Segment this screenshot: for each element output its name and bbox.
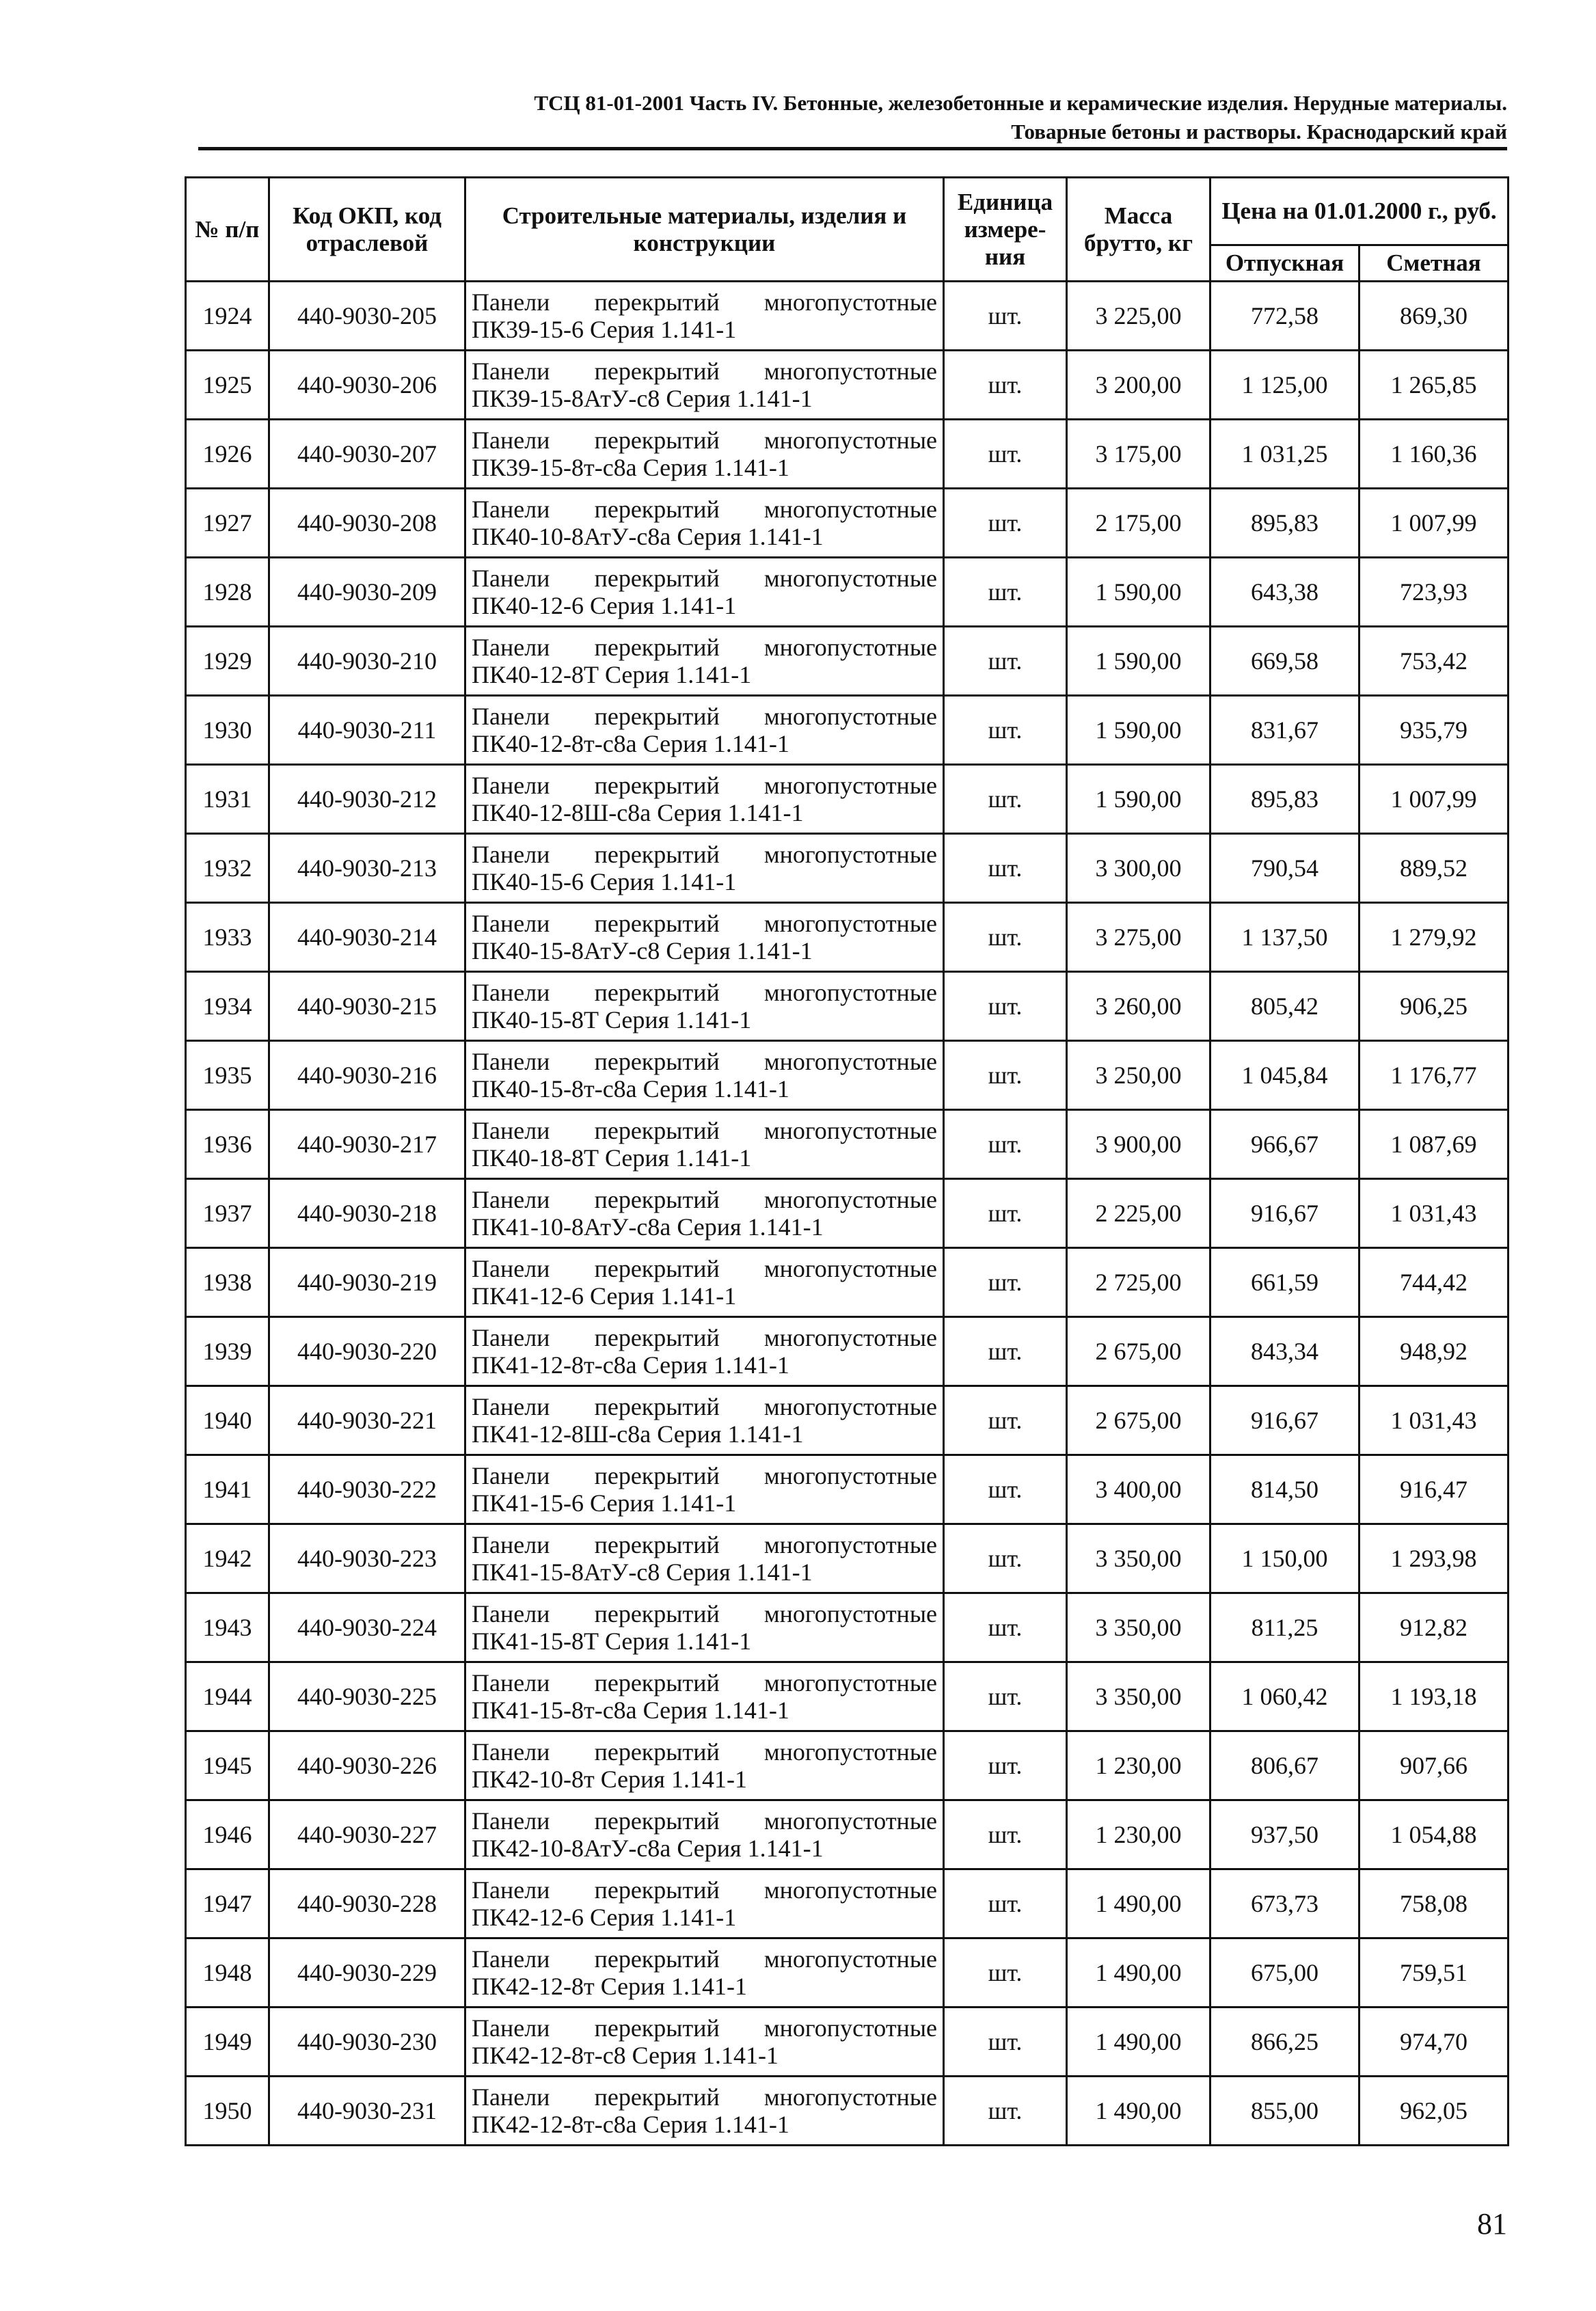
name-line-2: ПК39-15-8т-с8а Серия 1.141-1 [472,454,789,481]
name-line-2: ПК40-15-8АтУ-с8 Серия 1.141-1 [472,937,813,964]
cell-unit: шт. [944,1248,1067,1317]
cell-code: 440-9030-217 [269,1110,465,1179]
cell-name [465,696,944,765]
cell-num: 1949 [186,2008,269,2077]
cell-num: 1943 [186,1593,269,1662]
cell-price-estimate: 1 293,98 [1360,1524,1509,1593]
cell-mass: 3 175,00 [1067,420,1210,489]
name-line-1: Панели перекрытий многопустотные [472,1186,937,1213]
cell-price-estimate: 1 031,43 [1360,1179,1509,1248]
table-row [186,696,1509,765]
name-line-1: Панели перекрытий многопустотные [472,1738,937,1766]
table-row [186,1179,1509,1248]
cell-unit: шт. [944,282,1067,351]
cell-code: 440-9030-230 [269,2008,465,2077]
cell-unit: шт. [944,1041,1067,1110]
cell-price-estimate: 744,42 [1360,1248,1509,1317]
cell-price-estimate: 889,52 [1360,834,1509,903]
table-row [186,282,1509,351]
name-line-2: ПК40-15-8т-с8а Серия 1.141-1 [472,1075,789,1103]
cell-unit: шт. [944,1317,1067,1386]
table-row [186,1800,1509,1869]
name-line-1: Панели перекрытий многопустотные [472,910,937,937]
name-line-1: Панели перекрытий многопустотные [472,1531,937,1558]
name-line-1: Панели перекрытий многопустотные [472,1876,937,1904]
cell-name [465,1317,944,1386]
col-header-price-group: Цена на 01.01.2000 г., руб. [1210,178,1509,245]
table-row [186,1248,1509,1317]
cell-num: 1924 [186,282,269,351]
name-line-2: ПК40-15-6 Серия 1.141-1 [472,868,737,895]
cell-price-estimate: 1 160,36 [1360,420,1509,489]
cell-unit: шт. [944,1593,1067,1662]
cell-price-release: 831,67 [1210,696,1360,765]
cell-code: 440-9030-212 [269,765,465,834]
cell-code: 440-9030-206 [269,351,465,420]
cell-unit: шт. [944,1800,1067,1869]
cell-unit: шт. [944,1731,1067,1800]
header-line-1: ТСЦ 81-01-2001 Часть IV. Бетонные, железобетонные и керамические изделия. Нерудные материалы. [534,91,1507,115]
cell-mass: 3 225,00 [1067,282,1210,351]
cell-name [465,972,944,1041]
cell-num: 1950 [186,2077,269,2146]
page-number: 81 [1477,2207,1507,2241]
cell-price-estimate: 1 176,77 [1360,1041,1509,1110]
cell-code: 440-9030-211 [269,696,465,765]
cell-price-estimate: 758,08 [1360,1869,1509,1938]
cell-price-release: 1 031,25 [1210,420,1360,489]
cell-name [465,1800,944,1869]
cell-price-release: 866,25 [1210,2008,1360,2077]
name-line-2: ПК41-15-6 Серия 1.141-1 [472,1489,737,1517]
header-line-2: Товарные бетоны и растворы. Краснодарский край [1011,120,1507,144]
cell-price-estimate: 962,05 [1360,2077,1509,2146]
cell-num: 1945 [186,1731,269,1800]
cell-code: 440-9030-221 [269,1386,465,1455]
name-line-2: ПК42-12-8т Серия 1.141-1 [472,1973,747,2000]
cell-unit: шт. [944,420,1067,489]
cell-mass: 2 675,00 [1067,1386,1210,1455]
name-line-1: Панели перекрытий многопустотные [472,427,937,454]
cell-code: 440-9030-208 [269,489,465,558]
page-header [140,89,1507,146]
cell-unit: шт. [944,1869,1067,1938]
table-row [186,765,1509,834]
cell-mass: 1 490,00 [1067,1938,1210,2008]
cell-price-estimate: 759,51 [1360,1938,1509,2008]
cell-unit: шт. [944,696,1067,765]
cell-num: 1927 [186,489,269,558]
cell-code: 440-9030-226 [269,1731,465,1800]
cell-num: 1929 [186,627,269,696]
cell-mass: 2 725,00 [1067,1248,1210,1317]
cell-price-estimate: 1 031,43 [1360,1386,1509,1455]
table-row [186,2077,1509,2146]
name-line-2: ПК39-15-8АтУ-с8 Серия 1.141-1 [472,385,813,412]
name-line-2: ПК42-10-8АтУ-с8а Серия 1.141-1 [472,1835,824,1862]
cell-name [465,558,944,627]
cell-name [465,282,944,351]
cell-unit: шт. [944,834,1067,903]
cell-price-estimate: 723,93 [1360,558,1509,627]
name-line-1: Панели перекрытий многопустотные [472,496,937,523]
cell-price-release: 790,54 [1210,834,1360,903]
table-row [186,1455,1509,1524]
cell-name [465,2008,944,2077]
cell-name [465,351,944,420]
cell-code: 440-9030-207 [269,420,465,489]
cell-num: 1934 [186,972,269,1041]
cell-price-release: 814,50 [1210,1455,1360,1524]
table-row [186,1731,1509,1800]
name-line-1: Панели перекрытий многопустотные [472,1255,937,1282]
table-row [186,972,1509,1041]
table-row [186,627,1509,696]
cell-mass: 1 590,00 [1067,558,1210,627]
name-line-1: Панели перекрытий многопустотные [472,565,937,592]
cell-name [465,1041,944,1110]
name-line-2: ПК40-12-8т-с8а Серия 1.141-1 [472,730,789,757]
cell-price-estimate: 906,25 [1360,972,1509,1041]
cell-price-estimate: 948,92 [1360,1317,1509,1386]
name-line-2: ПК41-10-8АтУ-с8а Серия 1.141-1 [472,1213,824,1241]
cell-mass: 2 675,00 [1067,1317,1210,1386]
cell-price-release: 843,34 [1210,1317,1360,1386]
cell-unit: шт. [944,2077,1067,2146]
cell-price-release: 673,73 [1210,1869,1360,1938]
cell-price-release: 1 060,42 [1210,1662,1360,1731]
name-line-1: Панели перекрытий многопустотные [472,1669,937,1697]
cell-num: 1932 [186,834,269,903]
cell-price-estimate: 1 054,88 [1360,1800,1509,1869]
cell-num: 1926 [186,420,269,489]
cell-price-release: 661,59 [1210,1248,1360,1317]
col-header-mass: Масса брутто, кг [1067,178,1210,282]
cell-price-release: 675,00 [1210,1938,1360,2008]
table-row [186,1938,1509,2008]
cell-name [465,903,944,972]
cell-name [465,1938,944,2008]
name-line-1: Панели перекрытий многопустотные [472,1945,937,1973]
table-row [186,351,1509,420]
table-row [186,420,1509,489]
cell-price-release: 1 045,84 [1210,1041,1360,1110]
cell-price-release: 1 150,00 [1210,1524,1360,1593]
cell-code: 440-9030-229 [269,1938,465,2008]
col-header-price-release: Отпускная [1210,245,1360,282]
cell-code: 440-9030-231 [269,2077,465,2146]
cell-num: 1931 [186,765,269,834]
cell-code: 440-9030-218 [269,1179,465,1248]
name-line-1: Панели перекрытий многопустотные [472,1117,937,1144]
name-line-1: Панели перекрытий многопустотные [472,1462,937,1489]
cell-num: 1937 [186,1179,269,1248]
cell-price-release: 966,67 [1210,1110,1360,1179]
cell-name [465,627,944,696]
name-line-2: ПК42-12-8т-с8а Серия 1.141-1 [472,2111,789,2138]
cell-price-estimate: 753,42 [1360,627,1509,696]
cell-price-estimate: 907,66 [1360,1731,1509,1800]
cell-unit: шт. [944,627,1067,696]
name-line-1: Панели перекрытий многопустотные [472,1600,937,1627]
cell-unit: шт. [944,1524,1067,1593]
cell-code: 440-9030-215 [269,972,465,1041]
cell-code: 440-9030-205 [269,282,465,351]
cell-name [465,1248,944,1317]
name-line-1: Панели перекрытий многопустотные [472,357,937,385]
cell-num: 1940 [186,1386,269,1455]
cell-unit: шт. [944,765,1067,834]
cell-price-estimate: 935,79 [1360,696,1509,765]
cell-price-release: 916,67 [1210,1179,1360,1248]
cell-price-release: 1 137,50 [1210,903,1360,972]
cell-name [465,1593,944,1662]
cell-num: 1939 [186,1317,269,1386]
table-row [186,2008,1509,2077]
name-line-2: ПК42-10-8т Серия 1.141-1 [472,1766,747,1793]
name-line-2: ПК41-12-8т-с8а Серия 1.141-1 [472,1351,789,1379]
cell-mass: 3 350,00 [1067,1593,1210,1662]
cell-mass: 3 250,00 [1067,1041,1210,1110]
table-row [186,1593,1509,1662]
cell-name [465,1662,944,1731]
table-row [186,834,1509,903]
cell-unit: шт. [944,1386,1067,1455]
table-row [186,489,1509,558]
cell-price-estimate: 1 265,85 [1360,351,1509,420]
cell-mass: 2 175,00 [1067,489,1210,558]
cell-code: 440-9030-209 [269,558,465,627]
cell-unit: шт. [944,1938,1067,2008]
cell-price-release: 669,58 [1210,627,1360,696]
name-line-2: ПК42-12-6 Серия 1.141-1 [472,1904,737,1931]
cell-mass: 3 300,00 [1067,834,1210,903]
cell-unit: шт. [944,972,1067,1041]
cell-num: 1948 [186,1938,269,2008]
cell-mass: 1 590,00 [1067,627,1210,696]
cell-num: 1947 [186,1869,269,1938]
table-row [186,903,1509,972]
cell-mass: 1 490,00 [1067,2077,1210,2146]
name-line-1: Панели перекрытий многопустотные [472,2014,937,2042]
cell-price-release: 916,67 [1210,1386,1360,1455]
table-row [186,1110,1509,1179]
cell-name [465,420,944,489]
cell-code: 440-9030-219 [269,1248,465,1317]
cell-price-estimate: 912,82 [1360,1593,1509,1662]
cell-price-release: 643,38 [1210,558,1360,627]
name-line-1: Панели перекрытий многопустотные [472,1393,937,1420]
table-row [186,1317,1509,1386]
cell-code: 440-9030-220 [269,1317,465,1386]
cell-mass: 1 590,00 [1067,696,1210,765]
table-row [186,1041,1509,1110]
name-line-2: ПК40-15-8Т Серия 1.141-1 [472,1006,752,1033]
cell-code: 440-9030-216 [269,1041,465,1110]
cell-mass: 3 275,00 [1067,903,1210,972]
name-line-2: ПК40-12-8Т Серия 1.141-1 [472,661,752,688]
cell-code: 440-9030-223 [269,1524,465,1593]
header-divider [198,147,1507,150]
cell-price-estimate: 1 007,99 [1360,489,1509,558]
cell-code: 440-9030-225 [269,1662,465,1731]
name-line-1: Панели перекрытий многопустотные [472,2083,937,2111]
cell-num: 1933 [186,903,269,972]
name-line-1: Панели перекрытий многопустотные [472,1324,937,1351]
cell-mass: 3 200,00 [1067,351,1210,420]
name-line-1: Панели перекрытий многопустотные [472,703,937,730]
name-line-2: ПК41-12-6 Серия 1.141-1 [472,1282,737,1310]
table-row [186,558,1509,627]
cell-name [465,1386,944,1455]
cell-name [465,1869,944,1938]
cell-code: 440-9030-222 [269,1455,465,1524]
cell-price-release: 937,50 [1210,1800,1360,1869]
name-line-1: Панели перекрытий многопустотные [472,772,937,799]
cell-unit: шт. [944,903,1067,972]
cell-name [465,1110,944,1179]
col-header-num: № п/п [186,178,269,282]
cell-name [465,489,944,558]
cell-code: 440-9030-228 [269,1869,465,1938]
cell-price-estimate: 1 279,92 [1360,903,1509,972]
col-header-name: Строительные материалы, изделия и конструкции [465,178,944,282]
name-line-2: ПК41-15-8АтУ-с8 Серия 1.141-1 [472,1558,813,1586]
cell-price-release: 811,25 [1210,1593,1360,1662]
cell-name [465,1179,944,1248]
name-line-1: Панели перекрытий многопустотные [472,288,937,316]
cell-unit: шт. [944,1662,1067,1731]
cell-name [465,834,944,903]
name-line-2: ПК40-10-8АтУ-с8а Серия 1.141-1 [472,523,824,550]
cell-code: 440-9030-227 [269,1800,465,1869]
cell-price-release: 805,42 [1210,972,1360,1041]
table-row [186,1386,1509,1455]
cell-code: 440-9030-214 [269,903,465,972]
cell-mass: 1 230,00 [1067,1731,1210,1800]
name-line-1: Панели перекрытий многопустотные [472,1048,937,1075]
cell-num: 1936 [186,1110,269,1179]
cell-price-release: 806,67 [1210,1731,1360,1800]
cell-name [465,1731,944,1800]
col-header-unit: Единица измере-ния [944,178,1067,282]
cell-code: 440-9030-210 [269,627,465,696]
cell-price-release: 1 125,00 [1210,351,1360,420]
cell-price-estimate: 869,30 [1360,282,1509,351]
cell-unit: шт. [944,1110,1067,1179]
cell-unit: шт. [944,351,1067,420]
cell-price-estimate: 974,70 [1360,2008,1509,2077]
cell-price-estimate: 1 193,18 [1360,1662,1509,1731]
cell-price-estimate: 1 007,99 [1360,765,1509,834]
name-line-2: ПК40-12-8Ш-с8а Серия 1.141-1 [472,799,804,826]
cell-code: 440-9030-224 [269,1593,465,1662]
cell-mass: 3 350,00 [1067,1662,1210,1731]
cell-mass: 3 260,00 [1067,972,1210,1041]
cell-mass: 1 230,00 [1067,1800,1210,1869]
col-header-code: Код ОКП, код отраслевой [269,178,465,282]
cell-unit: шт. [944,2008,1067,2077]
name-line-1: Панели перекрытий многопустотные [472,1807,937,1835]
col-header-price-estimate: Сметная [1360,245,1509,282]
cell-mass: 2 225,00 [1067,1179,1210,1248]
name-line-2: ПК41-12-8Ш-с8а Серия 1.141-1 [472,1420,804,1448]
cell-mass: 3 350,00 [1067,1524,1210,1593]
cell-mass: 1 490,00 [1067,2008,1210,2077]
cell-price-release: 772,58 [1210,282,1360,351]
cell-price-release: 895,83 [1210,765,1360,834]
table-row [186,1662,1509,1731]
cell-name [465,2077,944,2146]
cell-num: 1938 [186,1248,269,1317]
cell-price-estimate: 916,47 [1360,1455,1509,1524]
cell-num: 1944 [186,1662,269,1731]
table-row [186,1524,1509,1593]
cell-price-estimate: 1 087,69 [1360,1110,1509,1179]
name-line-2: ПК41-15-8Т Серия 1.141-1 [472,1627,752,1655]
cell-code: 440-9030-213 [269,834,465,903]
cell-unit: шт. [944,558,1067,627]
cell-num: 1941 [186,1455,269,1524]
cell-mass: 1 490,00 [1067,1869,1210,1938]
name-line-2: ПК42-12-8т-с8 Серия 1.141-1 [472,2042,779,2069]
cell-num: 1935 [186,1041,269,1110]
cell-num: 1925 [186,351,269,420]
table-row [186,1869,1509,1938]
cell-mass: 3 400,00 [1067,1455,1210,1524]
price-table [185,176,1509,2146]
cell-name [465,765,944,834]
cell-price-release: 895,83 [1210,489,1360,558]
cell-num: 1942 [186,1524,269,1593]
cell-num: 1928 [186,558,269,627]
name-line-2: ПК41-15-8т-с8а Серия 1.141-1 [472,1697,789,1724]
name-line-1: Панели перекрытий многопустотные [472,841,937,868]
cell-unit: шт. [944,1455,1067,1524]
name-line-1: Панели перекрытий многопустотные [472,979,937,1006]
name-line-2: ПК40-12-6 Серия 1.141-1 [472,592,737,619]
cell-num: 1946 [186,1800,269,1869]
name-line-1: Панели перекрытий многопустотные [472,634,937,661]
cell-unit: шт. [944,489,1067,558]
table-body [186,282,1509,2146]
name-line-2: ПК40-18-8Т Серия 1.141-1 [472,1144,752,1172]
cell-name [465,1455,944,1524]
cell-name [465,1524,944,1593]
cell-mass: 1 590,00 [1067,765,1210,834]
cell-num: 1930 [186,696,269,765]
name-line-2: ПК39-15-6 Серия 1.141-1 [472,316,737,343]
cell-unit: шт. [944,1179,1067,1248]
cell-mass: 3 900,00 [1067,1110,1210,1179]
cell-price-release: 855,00 [1210,2077,1360,2146]
